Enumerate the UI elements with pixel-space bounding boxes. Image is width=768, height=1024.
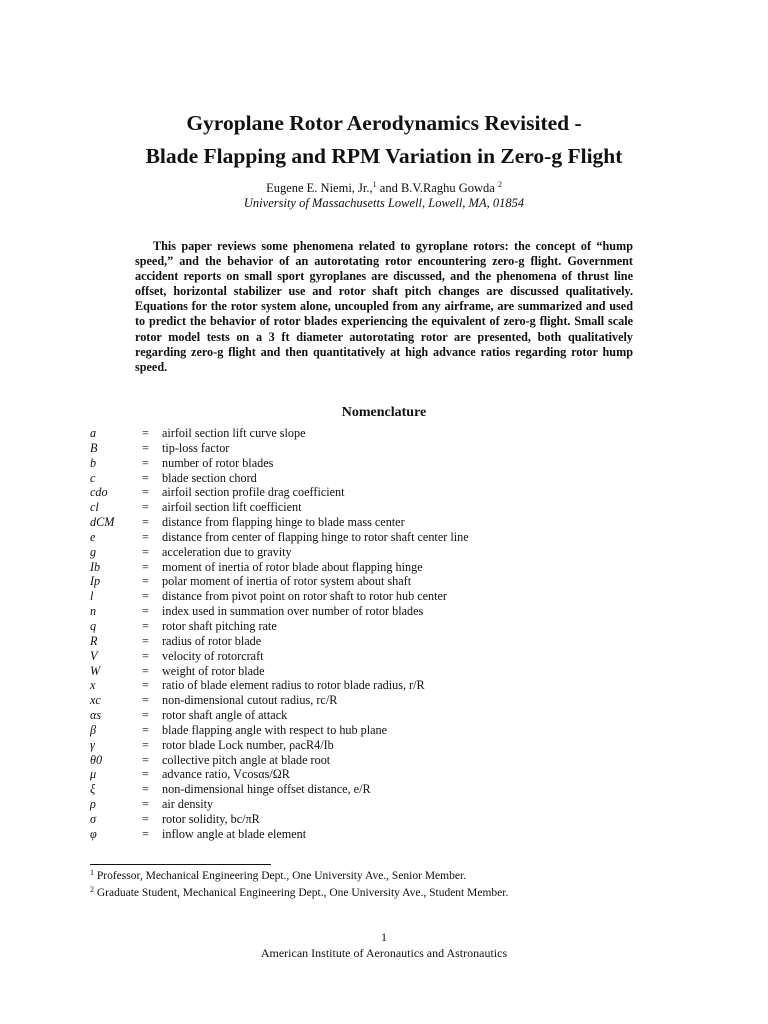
nomenclature-row bbox=[90, 782, 690, 797]
nomenclature-symbol: μ bbox=[90, 767, 97, 782]
nomenclature-heading: Nomenclature bbox=[341, 405, 427, 420]
nomenclature-equals: = bbox=[142, 811, 149, 826]
paper-title-line-2: Blade Flapping and RPM Variation in Zero-g Flight bbox=[145, 144, 623, 168]
nomenclature-row bbox=[90, 530, 690, 545]
nomenclature-definition: airfoil section lift curve slope bbox=[162, 426, 306, 440]
nomenclature-equals: = bbox=[142, 529, 149, 544]
nomenclature-equals: = bbox=[142, 826, 149, 841]
nomenclature-definition: index used in summation over number of rotor blades bbox=[162, 604, 424, 619]
nomenclature-symbol: R bbox=[90, 633, 98, 648]
nomenclature-symbol: c bbox=[90, 470, 96, 485]
nomenclature-equals: = bbox=[142, 693, 149, 708]
nomenclature-definition: air density bbox=[162, 797, 214, 812]
paper-title-line-1: Gyroplane Rotor Aerodynamics Revisited - bbox=[186, 111, 582, 135]
nomenclature-definition: collective pitch angle at blade root bbox=[162, 752, 331, 767]
nomenclature-equals: = bbox=[142, 633, 149, 648]
nomenclature-definition: airfoil section profile drag coefficient bbox=[162, 485, 345, 500]
nomenclature-equals: = bbox=[142, 797, 149, 812]
nomenclature-definition: rotor shaft angle of attack bbox=[162, 708, 288, 723]
nomenclature-definition: inflow angle at blade element bbox=[162, 826, 307, 841]
nomenclature-definition: airfoil section lift coefficient bbox=[162, 500, 302, 515]
nomenclature-row bbox=[90, 619, 690, 634]
nomenclature-row bbox=[90, 797, 690, 812]
nomenclature-equals: = bbox=[142, 767, 149, 782]
nomenclature-definition: acceleration due to gravity bbox=[162, 544, 292, 559]
nomenclature-symbol: γ bbox=[90, 737, 95, 752]
abstract: This paper reviews some phenomena related to gyroplane rotors: the concept of “hump speed,” and the behavior of an autorotating rotor encountering zero-g flight. Government accident reports on small sport gyroplanes are discussed, and the phenomena of thrust line offset, horizontal stabilizer use and rotor shaft pitch changes are discussed qualitatively. Equations for the rotor system alone, uncoupled from any airframe, are summarized and used to predict the behavior of rotor blades experiencing the equivalent of zero-g flight. Small scale rotor model tests on a 3 ft diameter autorotating rotor are presented, both qualitatively regarding zero-g flight and then quantitatively at high advance ratios regarding rotor hump speed. bbox=[135, 239, 633, 374]
nomenclature-symbol: q bbox=[90, 618, 97, 633]
nomenclature-row bbox=[90, 708, 690, 723]
nomenclature-row bbox=[90, 545, 690, 560]
author-2-footnote-mark: 2 bbox=[497, 180, 502, 189]
nomenclature-equals: = bbox=[142, 663, 149, 678]
nomenclature-row bbox=[90, 812, 690, 827]
nomenclature-symbol: B bbox=[90, 440, 98, 455]
nomenclature-equals: = bbox=[142, 708, 149, 723]
nomenclature-row bbox=[90, 485, 690, 500]
nomenclature-row bbox=[90, 456, 690, 471]
nomenclature-definition: weight of rotor blade bbox=[162, 663, 265, 678]
nomenclature-definition: blade section chord bbox=[162, 470, 257, 485]
nomenclature-symbol: dCM bbox=[90, 515, 115, 530]
author-line bbox=[0, 180, 768, 196]
nomenclature-list bbox=[90, 426, 690, 842]
nomenclature-equals: = bbox=[142, 559, 149, 574]
nomenclature-equals: = bbox=[142, 618, 149, 633]
nomenclature-row bbox=[90, 426, 690, 441]
nomenclature-definition: number of rotor blades bbox=[162, 455, 274, 470]
nomenclature-row bbox=[90, 574, 690, 589]
author-1-footnote-mark: 1 bbox=[372, 180, 377, 189]
nomenclature-row bbox=[90, 678, 690, 693]
nomenclature-equals: = bbox=[142, 589, 149, 604]
nomenclature-symbol: g bbox=[90, 544, 97, 559]
nomenclature-symbol: x bbox=[90, 678, 96, 693]
nomenclature-definition: rotor blade Lock number, ρacR4/Ib bbox=[162, 737, 334, 752]
nomenclature-symbol: φ bbox=[90, 826, 97, 841]
nomenclature-symbol: b bbox=[90, 455, 97, 470]
nomenclature-equals: = bbox=[142, 648, 149, 663]
footnote-1 bbox=[90, 869, 466, 884]
nomenclature-row bbox=[90, 560, 690, 575]
nomenclature-symbol: V bbox=[90, 648, 98, 663]
nomenclature-row bbox=[90, 471, 690, 486]
nomenclature-equals: = bbox=[142, 782, 149, 797]
nomenclature-symbol: l bbox=[90, 589, 94, 604]
nomenclature-equals: = bbox=[142, 604, 149, 619]
nomenclature-row bbox=[90, 767, 690, 782]
footnote-2 bbox=[90, 886, 508, 901]
nomenclature-symbol: β bbox=[90, 722, 97, 737]
nomenclature-equals: = bbox=[142, 500, 149, 515]
nomenclature-definition: rotor shaft pitching rate bbox=[162, 618, 277, 633]
nomenclature-definition: non-dimensional cutout radius, rc/R bbox=[162, 693, 338, 708]
nomenclature-definition: polar moment of inertia of rotor system about shaft bbox=[162, 574, 412, 589]
nomenclature-symbol: n bbox=[90, 604, 97, 619]
nomenclature-definition: moment of inertia of rotor blade about flapping hinge bbox=[162, 559, 423, 574]
nomenclature-row bbox=[90, 604, 690, 619]
nomenclature-symbol: Ib bbox=[90, 559, 101, 574]
nomenclature-row bbox=[90, 634, 690, 649]
nomenclature-definition: distance from center of flapping hinge to rotor shaft center line bbox=[162, 529, 469, 544]
nomenclature-equals: = bbox=[142, 574, 149, 589]
nomenclature-equals: = bbox=[142, 426, 149, 440]
footnote-2-text: Graduate Student, Mechanical Engineering Dept., One University Ave., Student Member. bbox=[94, 887, 509, 899]
author-1: Eugene E. Niemi, Jr., bbox=[266, 181, 373, 195]
nomenclature-symbol: σ bbox=[90, 811, 97, 826]
nomenclature-equals: = bbox=[142, 544, 149, 559]
nomenclature-row bbox=[90, 664, 690, 679]
nomenclature-row bbox=[90, 827, 690, 842]
nomenclature-symbol: Ip bbox=[90, 574, 101, 589]
footnote-divider bbox=[90, 864, 271, 865]
affiliation: University of Massachusetts Lowell, Lowell, MA, 01854 bbox=[243, 196, 525, 210]
nomenclature-row bbox=[90, 500, 690, 515]
nomenclature-row bbox=[90, 753, 690, 768]
footnote-1-mark: 1 bbox=[90, 868, 94, 877]
nomenclature-definition: distance from flapping hinge to blade mass center bbox=[162, 515, 405, 530]
nomenclature-symbol: cdo bbox=[90, 485, 108, 500]
nomenclature-equals: = bbox=[142, 470, 149, 485]
nomenclature-symbol: ρ bbox=[90, 797, 96, 812]
nomenclature-definition: radius of rotor blade bbox=[162, 633, 262, 648]
nomenclature-symbol: W bbox=[90, 663, 101, 678]
nomenclature-symbol: αs bbox=[90, 708, 102, 723]
nomenclature-row bbox=[90, 738, 690, 753]
nomenclature-symbol: e bbox=[90, 529, 96, 544]
nomenclature-equals: = bbox=[142, 455, 149, 470]
nomenclature-row bbox=[90, 693, 690, 708]
footnote-1-text: Professor, Mechanical Engineering Dept., One University Ave., Senior Member. bbox=[94, 870, 467, 882]
nomenclature-definition: advance ratio, Vcosαs/ΩR bbox=[162, 767, 290, 782]
nomenclature-row bbox=[90, 515, 690, 530]
nomenclature-row bbox=[90, 441, 690, 456]
nomenclature-definition: rotor solidity, bc/πR bbox=[162, 811, 260, 826]
nomenclature-row bbox=[90, 589, 690, 604]
author-2: and B.V.Raghu Gowda bbox=[376, 181, 498, 195]
nomenclature-equals: = bbox=[142, 485, 149, 500]
nomenclature-symbol: xc bbox=[90, 693, 101, 708]
nomenclature-definition: tip-loss factor bbox=[162, 440, 230, 455]
nomenclature-definition: blade flapping angle with respect to hub plane bbox=[162, 722, 388, 737]
nomenclature-definition: non-dimensional hinge offset distance, e/R bbox=[162, 782, 371, 797]
nomenclature-equals: = bbox=[142, 737, 149, 752]
nomenclature-row bbox=[90, 649, 690, 664]
nomenclature-row bbox=[90, 723, 690, 738]
nomenclature-equals: = bbox=[142, 440, 149, 455]
nomenclature-symbol: θ0 bbox=[90, 752, 103, 767]
nomenclature-definition: distance from pivot point on rotor shaft to rotor hub center bbox=[162, 589, 447, 604]
page-number: 1 bbox=[381, 930, 387, 944]
nomenclature-definition: velocity of rotorcraft bbox=[162, 648, 264, 663]
nomenclature-symbol: a bbox=[90, 426, 97, 440]
organization-footer: American Institute of Aeronautics and Astronautics bbox=[260, 946, 508, 960]
nomenclature-equals: = bbox=[142, 515, 149, 530]
nomenclature-definition: ratio of blade element radius to rotor blade radius, r/R bbox=[162, 678, 425, 693]
nomenclature-equals: = bbox=[142, 722, 149, 737]
nomenclature-equals: = bbox=[142, 678, 149, 693]
nomenclature-equals: = bbox=[142, 752, 149, 767]
footnote-2-mark: 2 bbox=[90, 885, 94, 894]
nomenclature-symbol: ξ bbox=[90, 782, 96, 797]
nomenclature-symbol: cl bbox=[90, 500, 99, 515]
